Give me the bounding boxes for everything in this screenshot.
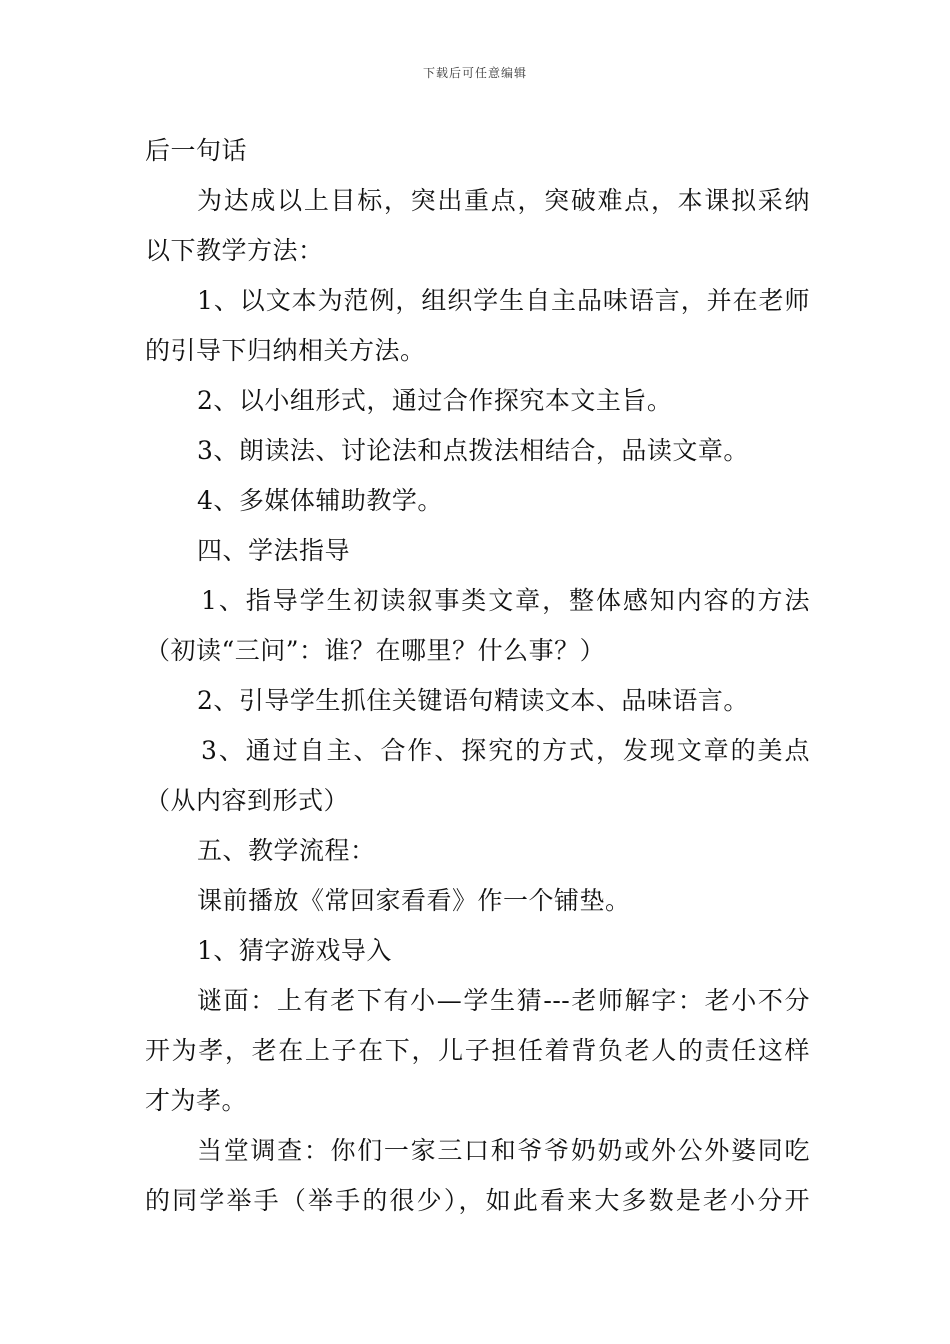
text-line: 2、引导学生抓住关键语句精读文本、品味语言。 xyxy=(197,686,749,715)
text-line: 1、猜字游戏导入 xyxy=(197,936,392,965)
text-line: 才为孝。 xyxy=(145,1086,248,1115)
text-line: 2、以小组形式，通过合作探究本文主旨。 xyxy=(197,386,673,415)
text-line: 为达成以上目标，突出重点，突破难点，本课拟采纳 xyxy=(197,186,810,215)
text-line: 开为孝，老在上子在下，儿子担任着背负老人的责任这样 xyxy=(145,1036,810,1065)
text-line: 3、通过自主、合作、探究的方式，发现文章的美点 xyxy=(201,736,810,765)
text-line: 以下教学方法： xyxy=(145,236,324,265)
text-line: 课前播放《常回家看看》作一个铺垫。 xyxy=(197,886,631,915)
text-line: 当堂调查：你们一家三口和爷爷奶奶或外公外婆同吃 xyxy=(197,1136,810,1165)
text-line: （初读“三问”：谁？在哪里？什么事？） xyxy=(145,636,606,665)
text-line: 的引导下归纳相关方法。 xyxy=(145,336,426,365)
text-line: （从内容到形式） xyxy=(145,786,350,815)
text-line: 谜面：上有老下有小—学生猜---老师解字：老小不分 xyxy=(197,986,810,1015)
section-heading: 五、教学流程： xyxy=(197,836,376,865)
text-line: 的同学举手（举手的很少），如此看来大多数是老小分开 xyxy=(145,1186,810,1215)
text-line: 4、多媒体辅助教学。 xyxy=(197,486,443,515)
section-heading: 四、学法指导 xyxy=(197,536,351,565)
page-header: 下载后可任意编辑 xyxy=(422,66,527,80)
text-line: 1、以文本为范例，组织学生自主品味语言，并在老师 xyxy=(197,286,810,315)
text-line: 后一句话 xyxy=(145,136,248,165)
text-line: 3、朗读法、讨论法和点拨法相结合，品读文章。 xyxy=(197,436,749,465)
document-body xyxy=(145,126,810,1226)
text-line: 1、指导学生初读叙事类文章，整体感知内容的方法 xyxy=(201,586,810,615)
